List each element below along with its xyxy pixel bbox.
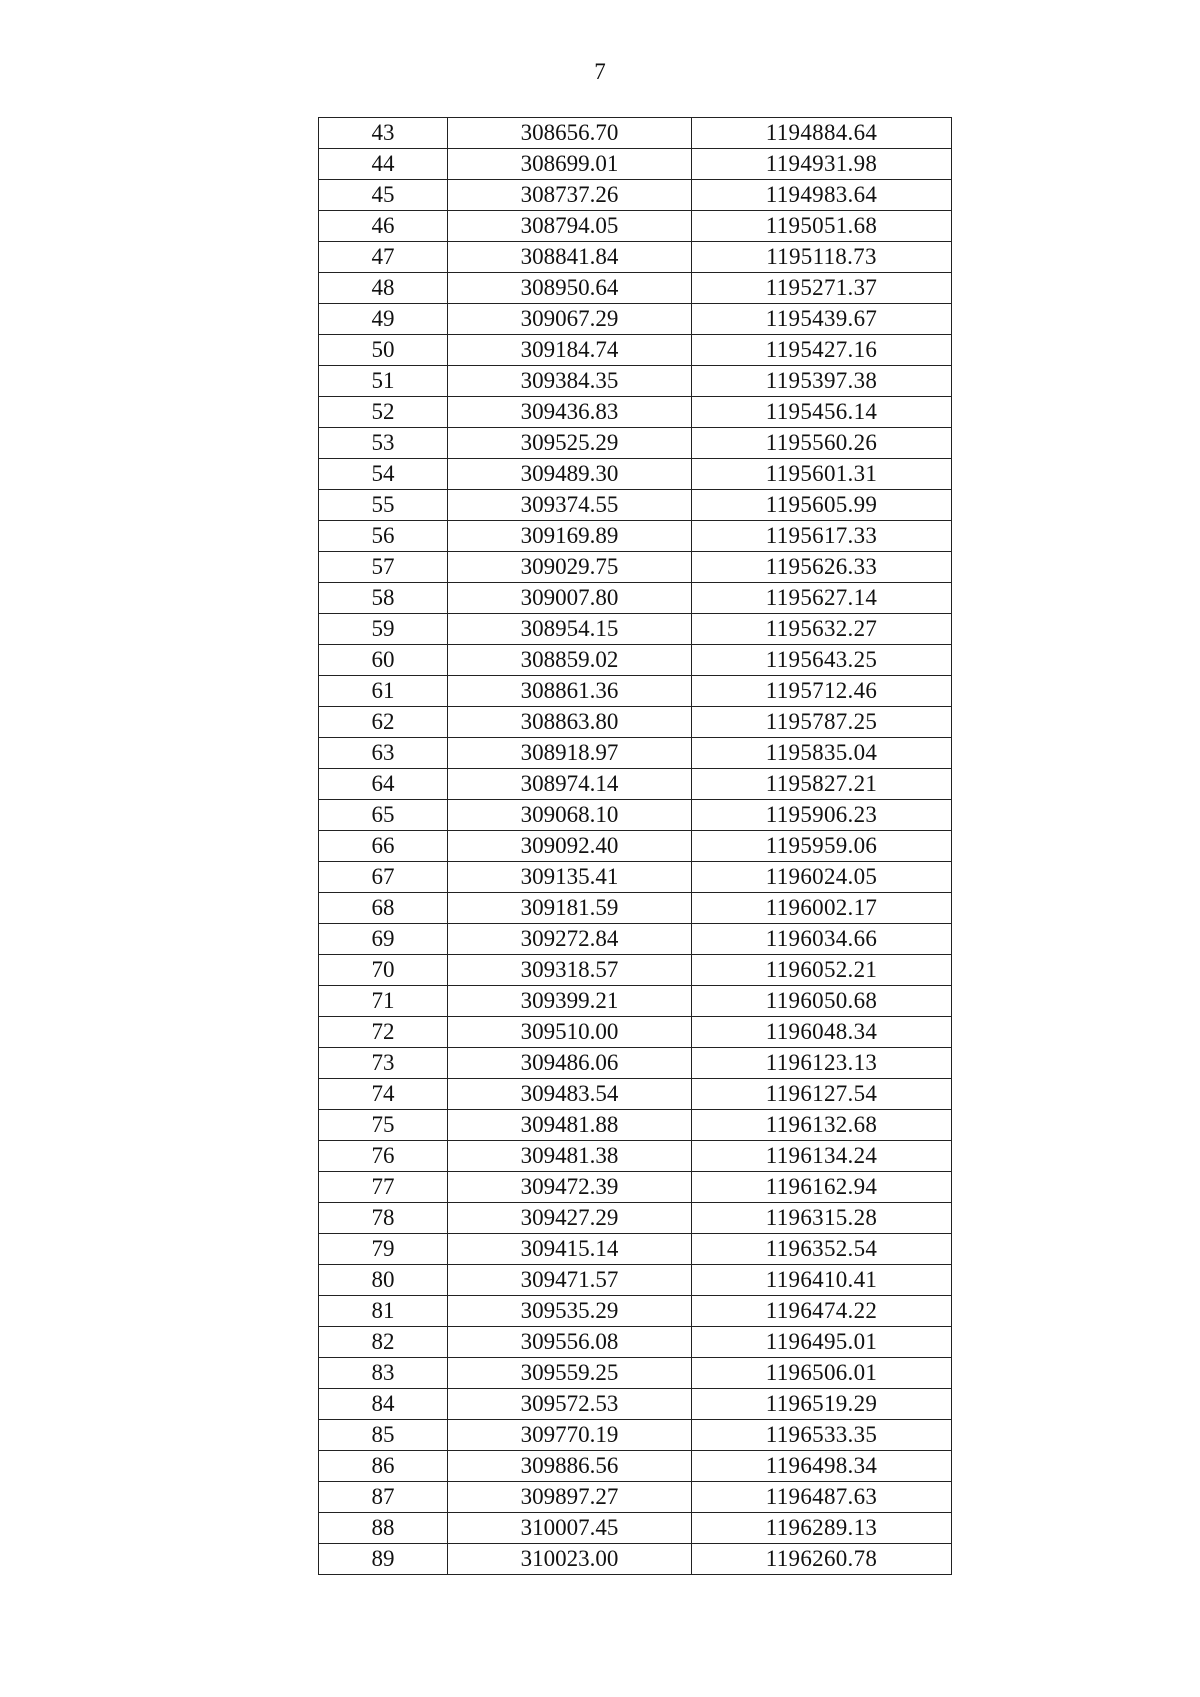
y-coordinate-cell: 1196134.24: [692, 1141, 952, 1172]
table-row: [319, 924, 952, 955]
point-number-cell: 87: [319, 1482, 448, 1513]
table-row: [319, 800, 952, 831]
y-coordinate-cell: 1196474.22: [692, 1296, 952, 1327]
y-coordinate-cell: 1195632.27: [692, 614, 952, 645]
point-number-cell: 63: [319, 738, 448, 769]
table-row: [319, 397, 952, 428]
table-row: [319, 1420, 952, 1451]
x-coordinate-cell: 309415.14: [448, 1234, 692, 1265]
point-number-cell: 45: [319, 180, 448, 211]
point-number-cell: 50: [319, 335, 448, 366]
table-row: [319, 1110, 952, 1141]
x-coordinate-cell: 308861.36: [448, 676, 692, 707]
y-coordinate-cell: 1196162.94: [692, 1172, 952, 1203]
y-coordinate-cell: 1195605.99: [692, 490, 952, 521]
point-number-cell: 75: [319, 1110, 448, 1141]
point-number-cell: 55: [319, 490, 448, 521]
x-coordinate-cell: 309374.55: [448, 490, 692, 521]
table-row: [319, 211, 952, 242]
point-number-cell: 47: [319, 242, 448, 273]
x-coordinate-cell: 309481.38: [448, 1141, 692, 1172]
point-number-cell: 46: [319, 211, 448, 242]
point-number-cell: 89: [319, 1544, 448, 1575]
table-row: [319, 304, 952, 335]
x-coordinate-cell: 310023.00: [448, 1544, 692, 1575]
table-row: [319, 1544, 952, 1575]
table-row: [319, 118, 952, 149]
y-coordinate-cell: 1196519.29: [692, 1389, 952, 1420]
point-number-cell: 60: [319, 645, 448, 676]
point-number-cell: 79: [319, 1234, 448, 1265]
point-number-cell: 70: [319, 955, 448, 986]
x-coordinate-cell: 309272.84: [448, 924, 692, 955]
y-coordinate-cell: 1195959.06: [692, 831, 952, 862]
y-coordinate-cell: 1196315.28: [692, 1203, 952, 1234]
point-number-cell: 43: [319, 118, 448, 149]
table-row: [319, 1513, 952, 1544]
point-number-cell: 64: [319, 769, 448, 800]
point-number-cell: 44: [319, 149, 448, 180]
y-coordinate-cell: 1195617.33: [692, 521, 952, 552]
point-number-cell: 72: [319, 1017, 448, 1048]
point-number-cell: 74: [319, 1079, 448, 1110]
y-coordinate-cell: 1195051.68: [692, 211, 952, 242]
table-row: [319, 521, 952, 552]
y-coordinate-cell: 1196123.13: [692, 1048, 952, 1079]
point-number-cell: 54: [319, 459, 448, 490]
table-row: [319, 552, 952, 583]
table-row: [319, 180, 952, 211]
table-row: [319, 1203, 952, 1234]
y-coordinate-cell: 1196487.63: [692, 1482, 952, 1513]
table-row: [319, 1358, 952, 1389]
x-coordinate-cell: 309556.08: [448, 1327, 692, 1358]
x-coordinate-cell: 309486.06: [448, 1048, 692, 1079]
point-number-cell: 82: [319, 1327, 448, 1358]
x-coordinate-cell: 309483.54: [448, 1079, 692, 1110]
x-coordinate-cell: 309472.39: [448, 1172, 692, 1203]
table-row: [319, 335, 952, 366]
point-number-cell: 68: [319, 893, 448, 924]
point-number-cell: 66: [319, 831, 448, 862]
x-coordinate-cell: 309029.75: [448, 552, 692, 583]
point-number-cell: 61: [319, 676, 448, 707]
y-coordinate-cell: 1195626.33: [692, 552, 952, 583]
table-row: [319, 893, 952, 924]
table-row: [319, 831, 952, 862]
x-coordinate-cell: 308974.14: [448, 769, 692, 800]
x-coordinate-cell: 308954.15: [448, 614, 692, 645]
table-row: [319, 459, 952, 490]
x-coordinate-cell: 308950.64: [448, 273, 692, 304]
table-row: [319, 1327, 952, 1358]
coordinates-table-body: [319, 118, 952, 1575]
point-number-cell: 84: [319, 1389, 448, 1420]
y-coordinate-cell: 1194931.98: [692, 149, 952, 180]
y-coordinate-cell: 1195118.73: [692, 242, 952, 273]
point-number-cell: 49: [319, 304, 448, 335]
x-coordinate-cell: 309318.57: [448, 955, 692, 986]
y-coordinate-cell: 1196048.34: [692, 1017, 952, 1048]
table-row: [319, 1451, 952, 1482]
point-number-cell: 56: [319, 521, 448, 552]
x-coordinate-cell: 309559.25: [448, 1358, 692, 1389]
y-coordinate-cell: 1196052.21: [692, 955, 952, 986]
x-coordinate-cell: 309489.30: [448, 459, 692, 490]
x-coordinate-cell: 309525.29: [448, 428, 692, 459]
x-coordinate-cell: 309770.19: [448, 1420, 692, 1451]
x-coordinate-cell: 309510.00: [448, 1017, 692, 1048]
x-coordinate-cell: 308737.26: [448, 180, 692, 211]
y-coordinate-cell: 1196506.01: [692, 1358, 952, 1389]
x-coordinate-cell: 309384.35: [448, 366, 692, 397]
x-coordinate-cell: 308863.80: [448, 707, 692, 738]
table-row: [319, 1389, 952, 1420]
table-row: [319, 583, 952, 614]
x-coordinate-cell: 309092.40: [448, 831, 692, 862]
y-coordinate-cell: 1195906.23: [692, 800, 952, 831]
table-row: [319, 1296, 952, 1327]
table-row: [319, 955, 952, 986]
table-row: [319, 769, 952, 800]
table-row: [319, 614, 952, 645]
point-number-cell: 58: [319, 583, 448, 614]
y-coordinate-cell: 1196050.68: [692, 986, 952, 1017]
point-number-cell: 71: [319, 986, 448, 1017]
x-coordinate-cell: 309572.53: [448, 1389, 692, 1420]
x-coordinate-cell: 308859.02: [448, 645, 692, 676]
x-coordinate-cell: 308918.97: [448, 738, 692, 769]
y-coordinate-cell: 1196410.41: [692, 1265, 952, 1296]
coordinates-table: [318, 117, 952, 1575]
y-coordinate-cell: 1195439.67: [692, 304, 952, 335]
point-number-cell: 51: [319, 366, 448, 397]
y-coordinate-cell: 1195397.38: [692, 366, 952, 397]
x-coordinate-cell: 309427.29: [448, 1203, 692, 1234]
point-number-cell: 62: [319, 707, 448, 738]
table-row: [319, 1141, 952, 1172]
point-number-cell: 67: [319, 862, 448, 893]
y-coordinate-cell: 1196024.05: [692, 862, 952, 893]
point-number-cell: 65: [319, 800, 448, 831]
y-coordinate-cell: 1196034.66: [692, 924, 952, 955]
x-coordinate-cell: 308841.84: [448, 242, 692, 273]
point-number-cell: 85: [319, 1420, 448, 1451]
y-coordinate-cell: 1195560.26: [692, 428, 952, 459]
y-coordinate-cell: 1194884.64: [692, 118, 952, 149]
y-coordinate-cell: 1196352.54: [692, 1234, 952, 1265]
y-coordinate-cell: 1196533.35: [692, 1420, 952, 1451]
x-coordinate-cell: 309184.74: [448, 335, 692, 366]
x-coordinate-cell: 309169.89: [448, 521, 692, 552]
y-coordinate-cell: 1196289.13: [692, 1513, 952, 1544]
table-row: [319, 738, 952, 769]
y-coordinate-cell: 1195456.14: [692, 397, 952, 428]
y-coordinate-cell: 1196127.54: [692, 1079, 952, 1110]
x-coordinate-cell: 309007.80: [448, 583, 692, 614]
x-coordinate-cell: 309897.27: [448, 1482, 692, 1513]
y-coordinate-cell: 1195643.25: [692, 645, 952, 676]
table-row: [319, 242, 952, 273]
y-coordinate-cell: 1195827.21: [692, 769, 952, 800]
x-coordinate-cell: 308794.05: [448, 211, 692, 242]
point-number-cell: 77: [319, 1172, 448, 1203]
y-coordinate-cell: 1195627.14: [692, 583, 952, 614]
y-coordinate-cell: 1196132.68: [692, 1110, 952, 1141]
point-number-cell: 48: [319, 273, 448, 304]
point-number-cell: 57: [319, 552, 448, 583]
point-number-cell: 81: [319, 1296, 448, 1327]
table-row: [319, 1234, 952, 1265]
y-coordinate-cell: 1196498.34: [692, 1451, 952, 1482]
y-coordinate-cell: 1195787.25: [692, 707, 952, 738]
x-coordinate-cell: 309067.29: [448, 304, 692, 335]
point-number-cell: 78: [319, 1203, 448, 1234]
y-coordinate-cell: 1196002.17: [692, 893, 952, 924]
x-coordinate-cell: 309399.21: [448, 986, 692, 1017]
table-row: [319, 676, 952, 707]
page-number: 7: [594, 59, 606, 84]
point-number-cell: 88: [319, 1513, 448, 1544]
table-row: [319, 1079, 952, 1110]
table-row: [319, 366, 952, 397]
point-number-cell: 73: [319, 1048, 448, 1079]
x-coordinate-cell: 308656.70: [448, 118, 692, 149]
y-coordinate-cell: 1195271.37: [692, 273, 952, 304]
x-coordinate-cell: 309181.59: [448, 893, 692, 924]
point-number-cell: 53: [319, 428, 448, 459]
table-row: [319, 273, 952, 304]
point-number-cell: 86: [319, 1451, 448, 1482]
point-number-cell: 83: [319, 1358, 448, 1389]
x-coordinate-cell: 309068.10: [448, 800, 692, 831]
y-coordinate-cell: 1195835.04: [692, 738, 952, 769]
point-number-cell: 76: [319, 1141, 448, 1172]
y-coordinate-cell: 1196260.78: [692, 1544, 952, 1575]
y-coordinate-cell: 1195712.46: [692, 676, 952, 707]
table-row: [319, 1048, 952, 1079]
table-row: [319, 490, 952, 521]
table-row: [319, 862, 952, 893]
table-row: [319, 1017, 952, 1048]
table-row: [319, 428, 952, 459]
point-number-cell: 80: [319, 1265, 448, 1296]
table-row: [319, 707, 952, 738]
table-row: [319, 986, 952, 1017]
table-row: [319, 1265, 952, 1296]
x-coordinate-cell: 309471.57: [448, 1265, 692, 1296]
y-coordinate-cell: 1195601.31: [692, 459, 952, 490]
x-coordinate-cell: 308699.01: [448, 149, 692, 180]
y-coordinate-cell: 1194983.64: [692, 180, 952, 211]
x-coordinate-cell: 309535.29: [448, 1296, 692, 1327]
y-coordinate-cell: 1196495.01: [692, 1327, 952, 1358]
x-coordinate-cell: 309436.83: [448, 397, 692, 428]
point-number-cell: 52: [319, 397, 448, 428]
table-row: [319, 1482, 952, 1513]
table-row: [319, 149, 952, 180]
x-coordinate-cell: 309481.88: [448, 1110, 692, 1141]
x-coordinate-cell: 309135.41: [448, 862, 692, 893]
x-coordinate-cell: 310007.45: [448, 1513, 692, 1544]
x-coordinate-cell: 309886.56: [448, 1451, 692, 1482]
point-number-cell: 59: [319, 614, 448, 645]
point-number-cell: 69: [319, 924, 448, 955]
table-row: [319, 1172, 952, 1203]
table-row: [319, 645, 952, 676]
y-coordinate-cell: 1195427.16: [692, 335, 952, 366]
